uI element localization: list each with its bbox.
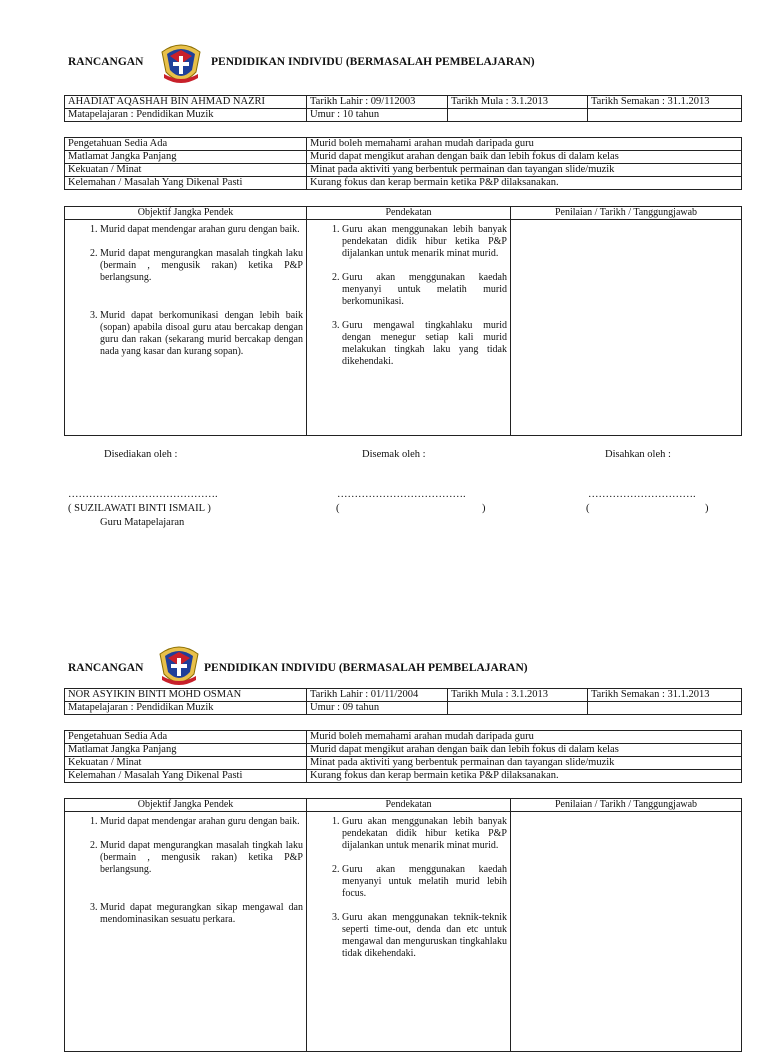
signature-line-2: ……………………………….	[337, 489, 466, 500]
tarikh-semakan: Tarikh Semakan : 31.1.2013	[588, 96, 742, 109]
penilaian-cell	[511, 220, 742, 436]
info-label: Matlamat Jangka Panjang	[65, 744, 307, 757]
empty-cell	[588, 702, 742, 715]
objektif-item: 2. Murid dapat mengurangkan masalah tingkah laku (bermain , mengusik rakan) ketika P&P berlangsung.	[100, 248, 303, 284]
objektif-item: 3. Murid dapat megurangkan sikap mengawal dan mendominasikan sesuatu perkara.	[100, 902, 303, 926]
pendekatan-cell	[307, 220, 511, 436]
pendekatan-list	[310, 224, 507, 368]
header-penilaian: Penilaian / Tarikh / Tanggungjawab	[511, 207, 742, 220]
matapelajaran: Matapelajaran : Pendidikan Muzik	[65, 109, 307, 122]
objektif-item: 1. Murid dapat mendengar arahan guru dengan baik.	[100, 816, 303, 828]
title-right: PENDIDIKAN INDIVIDU (BERMASALAH PEMBELAJARAN)	[211, 56, 535, 68]
umur: Umur : 10 tahun	[307, 109, 448, 122]
info-label: Pengetahuan Sedia Ada	[65, 731, 307, 744]
objectives-table	[64, 206, 742, 436]
info-label: Pengetahuan Sedia Ada	[65, 138, 307, 151]
objektif-cell	[65, 812, 307, 1052]
title-left: RANCANGAN	[68, 662, 144, 674]
student-details-table	[64, 688, 742, 715]
objektif-list	[68, 816, 303, 926]
paren-close-3: )	[705, 503, 709, 514]
student-name: AHADIAT AQASHAH BIN AHMAD NAZRI	[65, 96, 307, 109]
pendekatan-item: 1. Guru akan menggunakan lebih banyak pendekatan didik hibur ketika P&P dijalankan untuk menarik minat murid.	[342, 816, 507, 852]
student-details-table	[64, 95, 742, 122]
empty-cell	[448, 109, 588, 122]
penilaian-cell	[511, 812, 742, 1052]
school-crest-logo	[156, 644, 202, 688]
header-pendekatan: Pendekatan	[307, 799, 511, 812]
pendekatan-item: 3. Guru akan menggunakan teknik-teknik seperti time-out, denda dan etc untuk mengawal dan menguruskan tingkahlaku tidak dikehendaki.	[342, 912, 507, 960]
empty-cell	[448, 702, 588, 715]
info-value: Murid boleh memahami arahan mudah daripada guru	[307, 731, 742, 744]
header-objektif: Objektif Jangka Pendek	[65, 207, 307, 220]
form-title	[68, 42, 748, 86]
pendekatan-item: 1. Guru akan menggunakan lebih banyak pendekatan didik hibur ketika P&P dijalankan untuk menarik minat murid.	[342, 224, 507, 260]
tarikh-lahir: Tarikh Lahir : 01/11/2004	[307, 689, 448, 702]
empty-cell	[588, 109, 742, 122]
signatory-title: Guru Matapelajaran	[100, 517, 185, 528]
pendekatan-list	[310, 816, 507, 960]
info-table	[64, 730, 742, 783]
info-label: Kelemahan / Masalah Yang Dikenal Pasti	[65, 177, 307, 190]
objektif-list	[68, 224, 303, 358]
student-name: NOR ASYIKIN BINTI MOHD OSMAN	[65, 689, 307, 702]
school-crest-logo	[158, 42, 204, 86]
objektif-item: 2. Murid dapat mengurangkan masalah tingkah laku (bermain , mengusik rakan) ketika P&P berlangsung.	[100, 840, 303, 876]
form-2	[0, 636, 768, 1024]
header-objektif: Objektif Jangka Pendek	[65, 799, 307, 812]
info-label: Kekuatan / Minat	[65, 164, 307, 177]
signatory-name: ( SUZILAWATI BINTI ISMAIL )	[68, 503, 211, 514]
umur: Umur : 09 tahun	[307, 702, 448, 715]
info-value: Murid dapat mengikut arahan dengan baik dan lebih fokus di dalam kelas	[307, 151, 742, 164]
info-label: Matlamat Jangka Panjang	[65, 151, 307, 164]
paren-close-2: )	[482, 503, 486, 514]
paren-open-2: (	[336, 503, 340, 514]
header-pendekatan: Pendekatan	[307, 207, 511, 220]
header-penilaian: Penilaian / Tarikh / Tanggungjawab	[511, 799, 742, 812]
info-value: Minat pada aktiviti yang berbentuk permainan dan tayangan slide/muzik	[307, 757, 742, 770]
paren-open-3: (	[586, 503, 590, 514]
info-value: Minat pada aktiviti yang berbentuk permainan dan tayangan slide/muzik	[307, 164, 742, 177]
pendekatan-cell	[307, 812, 511, 1052]
title-left: RANCANGAN	[68, 56, 144, 68]
disahkan-label: Disahkan oleh :	[605, 449, 671, 460]
disemak-label: Disemak oleh :	[362, 449, 426, 460]
info-value: Kurang fokus dan kerap bermain ketika P&P dilaksanakan.	[307, 177, 742, 190]
objektif-item: 3. Murid dapat berkomunikasi dengan lebih baik (sopan) apabila disoal guru atau bercakap dengan guru dan rakan (sekarang murid bercakap dengan nada yang kasar dan kurang sopan).	[100, 310, 303, 358]
tarikh-semakan: Tarikh Semakan : 31.1.2013	[588, 689, 742, 702]
info-value: Kurang fokus dan kerap bermain ketika P&P dilaksanakan.	[307, 770, 742, 783]
info-value: Murid dapat mengikut arahan dengan baik dan lebih fokus di dalam kelas	[307, 744, 742, 757]
tarikh-mula: Tarikh Mula : 3.1.2013	[448, 96, 588, 109]
info-table	[64, 137, 742, 190]
pendekatan-item: 3. Guru mengawal tingkahlaku murid dengan menegur setiap kali murid melakukan tingkah laku yang tidak dikehendaki.	[342, 320, 507, 368]
tarikh-lahir: Tarikh Lahir : 09/112003	[307, 96, 448, 109]
form-1	[0, 42, 768, 542]
signature-line-1: …………………………………….	[68, 489, 218, 500]
objektif-cell	[65, 220, 307, 436]
pendekatan-item: 2. Guru akan menggunakan kaedah menyanyi untuk melatih murid lebih focus.	[342, 864, 507, 900]
info-label: Kelemahan / Masalah Yang Dikenal Pasti	[65, 770, 307, 783]
info-label: Kekuatan / Minat	[65, 757, 307, 770]
title-right: PENDIDIKAN INDIVIDU (BERMASALAH PEMBELAJARAN)	[204, 662, 528, 674]
form-title	[68, 636, 748, 680]
disediakan-label: Disediakan oleh :	[104, 449, 178, 460]
objectives-table	[64, 798, 742, 1052]
pendekatan-item: 2. Guru akan menggunakan kaedah menyanyi untuk melatih murid berkomunikasi.	[342, 272, 507, 308]
tarikh-mula: Tarikh Mula : 3.1.2013	[448, 689, 588, 702]
info-value: Murid boleh memahami arahan mudah daripada guru	[307, 138, 742, 151]
matapelajaran: Matapelajaran : Pendidikan Muzik	[65, 702, 307, 715]
signature-line-3: ………………………….	[588, 489, 696, 500]
objektif-item: 1. Murid dapat mendengar arahan guru dengan baik.	[100, 224, 303, 236]
